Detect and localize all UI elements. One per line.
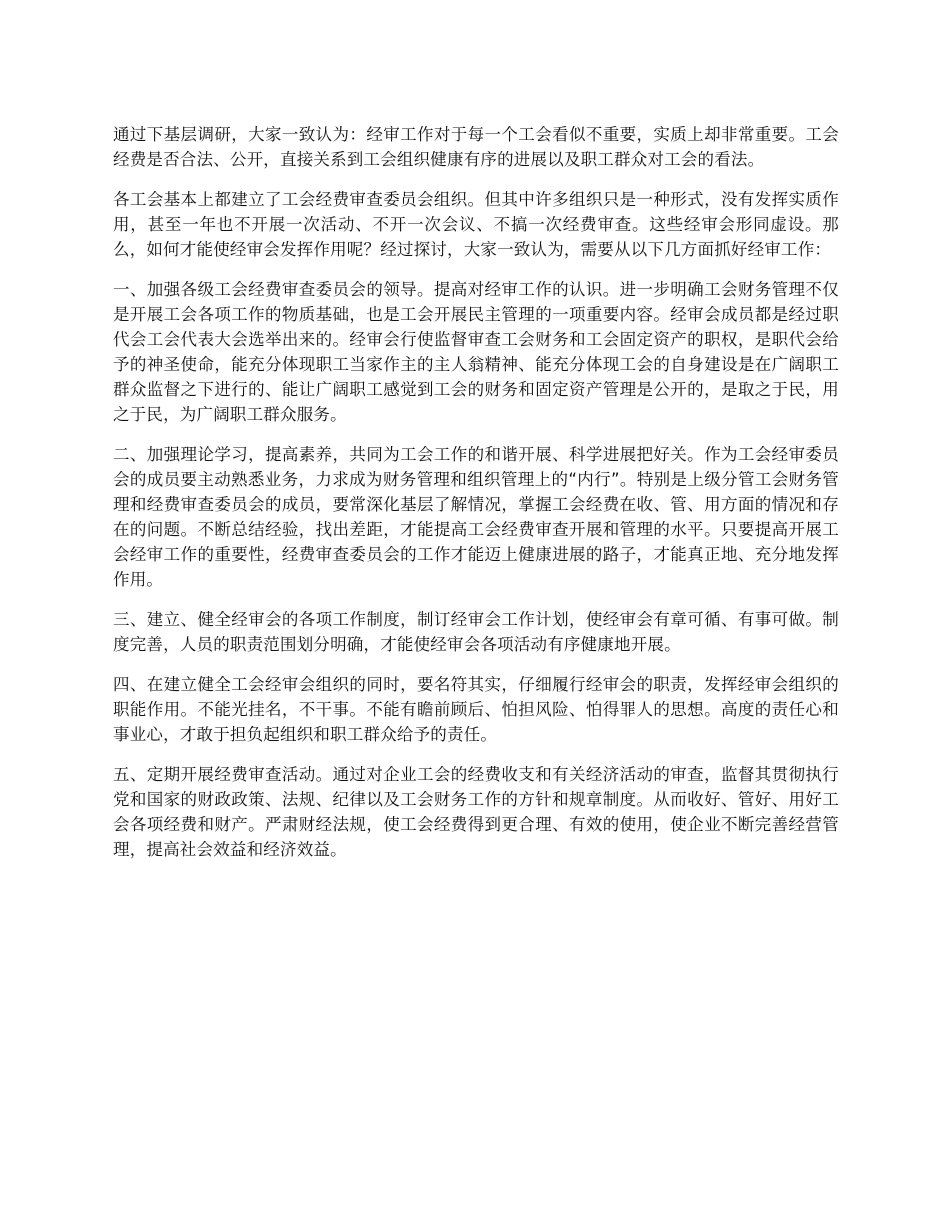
document-body bbox=[113, 122, 839, 877]
paragraph-point-2: 二、加强理论学习，提高素养，共同为工会工作的和谐开展、科学进展把好关。作为工会经审委员会的成员要主动熟悉业务，力求成为财务管理和组织管理上的“内行”。特别是上级分管工会财务管理和经费审查委员会的成员，要常深化基层了解情况，掌握工会经费在收、管、用方面的情况和存在的问题。不断总结经验，找出差距，才能提高工会经费审查开展和管理的水平。只要提高开展工会经审工作的重要性，经费审查委员会的工作才能迈上健康进展的路子，才能真正地、充分地发挥作用。 bbox=[113, 445, 839, 589]
paragraph-point-4: 四、在建立健全工会经审会组织的同时，要名符其实，仔细履行经审会的职责，发挥经审会组织的职能作用。不能光挂名，不干事。不能有瞻前顾后、怕担风险、怕得罪人的思想。高度的责任心和事业心，才敢于担负起组织和职工群众给予的责任。 bbox=[113, 675, 839, 744]
paragraph-point-3: 三、建立、健全经审会的各项工作制度，制订经审会工作计划，使经审会有章可循、有事可做。制度完善，人员的职责范围划分明确，才能使经审会各项活动有序健康地开展。 bbox=[113, 610, 839, 654]
paragraph-point-5: 五、定期开展经费审查活动。通过对企业工会的经费收支和有关经济活动的审查，监督其贯彻执行党和国家的财政政策、法规、纪律以及工会财务工作的方针和规章制度。从而收好、管好、用好工会各项经费和财产。严肃财经法规，使工会经费得到更合理、有效的使用，使企业不断完善经营管理，提高社会效益和经济效益。 bbox=[113, 765, 839, 859]
paragraph-context: 各工会基本上都建立了工会经费审查委员会组织。但其中许多组织只是一种形式，没有发挥实质作用，甚至一年也不开展一次活动、不开一次会议、不搞一次经费审查。这些经审会形同虚设。那么，如何才能使经审会发挥作用呢？经过探讨，大家一致认为，需要从以下几方面抓好经审工作： bbox=[113, 190, 839, 259]
paragraph-intro: 通过下基层调研，大家一致认为：经审工作对于每一个工会看似不重要，实质上却非常重要。工会经费是否合法、公开，直接关系到工会组织健康有序的进展以及职工群众对工会的看法。 bbox=[113, 125, 839, 169]
paragraph-point-1: 一、加强各级工会经费审查委员会的领导。提高对经审工作的认识。进一步明确工会财务管理不仅是开展工会各项工作的物质基础，也是工会开展民主管理的一项重要内容。经审会成员都是经过职代会工会代表大会选举出来的。经审会行使监督审查工会财务和工会固定资产的职权，是职代会给予的神圣使命，能充分体现职工当家作主的主人翁精神、能充分体现工会的自身建设是在广阔职工群众监督之下进行的、能让广阔职工感觉到工会的财务和固定资产管理是公开的，是取之于民，用之于民，为广阔职工群众服务。 bbox=[113, 280, 839, 424]
